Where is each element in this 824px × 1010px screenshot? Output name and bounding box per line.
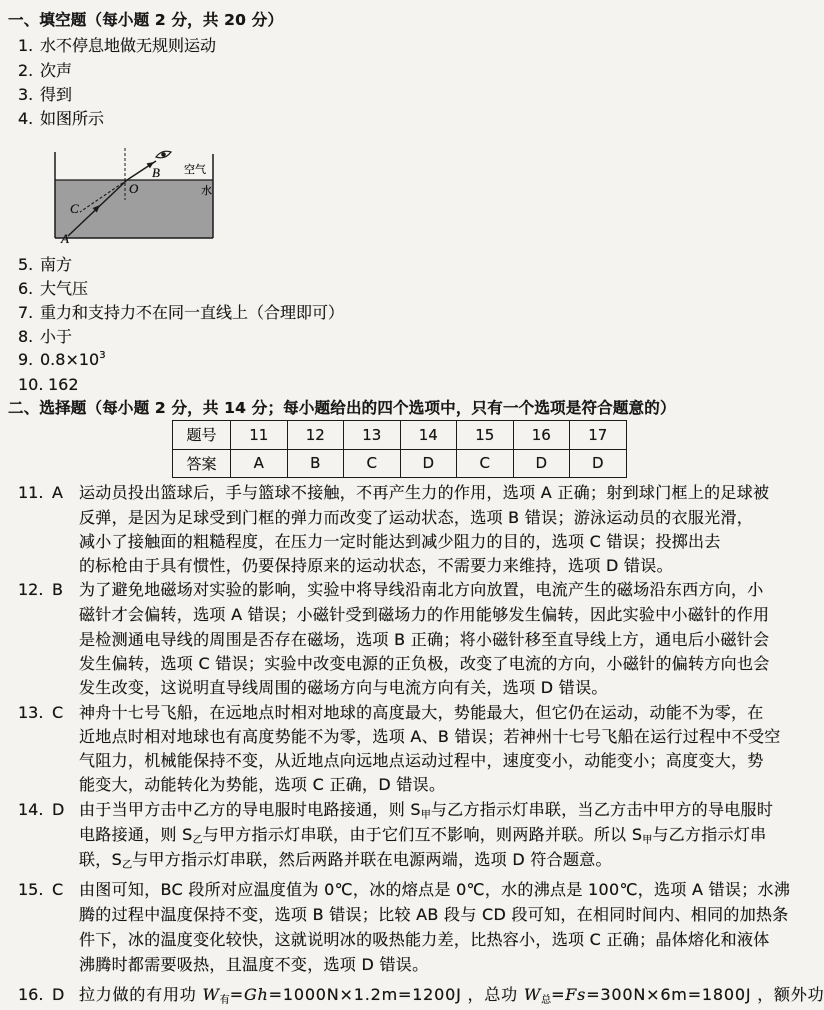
fill-item-4: [18, 107, 104, 131]
explanation-line: 为了避免地磁场对实验的影响，实验中将导线沿南北方向放置，电流产生的磁场沿东西方向，小: [79, 580, 764, 599]
table-cell-number: 17: [570, 421, 627, 450]
table-row-label: 题号: [173, 421, 231, 450]
fill-item-8: [18, 325, 72, 349]
item-number: 3.: [18, 85, 34, 104]
water-label: 水: [201, 184, 212, 197]
item-answer: 大气压: [40, 279, 89, 298]
point-label-b: B: [152, 165, 160, 180]
explanation-line: [79, 798, 773, 822]
question-number: 11.: [18, 483, 44, 502]
answer-table: [172, 420, 627, 478]
text-segment: 与乙方指示灯串联，当乙方击中甲方的导电服时: [430, 800, 774, 819]
item-number: 5.: [18, 255, 34, 274]
item-answer-exponent: 3: [99, 350, 106, 361]
formula-symbol: Fs: [565, 985, 587, 1004]
item-number: 10.: [18, 375, 44, 394]
subscript: 甲: [642, 835, 653, 846]
refraction-diagram: [50, 146, 222, 246]
item-number: 2.: [18, 61, 34, 80]
subscript: 乙: [192, 835, 203, 846]
text-segment: =: [229, 985, 244, 1004]
item-number: 9.: [18, 350, 34, 369]
explanation-line: 腾的过程中温度保持不变，选项 B 错误；比较 AB 段与 CD 段可知，在相同时间内、相同的加热条: [79, 905, 789, 924]
explanation-line: 磁针才会偏转，选项 A 错误；小磁针受到磁场力的作用能够发生偏转，因此实验中小磁针的作用: [79, 605, 770, 624]
formula-symbol: Gh: [243, 985, 269, 1004]
explanation-line: [79, 983, 824, 1007]
explanation-line: 件下，冰的温度变化较快，这就说明冰的吸热能力差，比热容小，选项 C 正确；晶体熔化和液体: [79, 930, 770, 949]
subscript: 总: [541, 995, 552, 1006]
item-answer: 南方: [40, 255, 73, 274]
answer-letter: C: [52, 703, 64, 722]
item-answer: 得到: [40, 85, 73, 104]
text-segment: 电路接通，则 S: [79, 825, 193, 844]
text-segment: 由于当甲方击中乙方的导电服时电路接通，则 S: [79, 800, 421, 819]
question-number: 13.: [18, 703, 44, 722]
table-row-numbers: [173, 421, 627, 450]
explanation-line: 发生偏转，选项 C 错误；实验中改变电源的正负极，改变了电流的方向，小磁针的偏转方向也会: [79, 654, 770, 673]
text-segment: 与乙方指示灯串: [652, 825, 767, 844]
fill-item-9: [18, 348, 106, 372]
eye-icon: [156, 151, 171, 158]
item-answer: 162: [48, 375, 79, 394]
table-cell-answer: C: [344, 449, 401, 478]
text-segment: 与甲方指示灯串联，然后两路并联在电源两端，选项 D 符合题意。: [132, 850, 612, 869]
explanation-line: 近地点时相对地球也有高度势能不为零，选项 A、B 错误；若神州十七号飞船在运行过程中不受空: [79, 727, 781, 746]
question-number: 15.: [18, 880, 44, 899]
item-answer: 0.8×10: [40, 350, 100, 369]
table-row-label: 答案: [173, 449, 231, 478]
text-segment: 联，S: [79, 850, 123, 869]
table-cell-number: 16: [513, 421, 570, 450]
table-cell-number: 14: [400, 421, 457, 450]
explanation-line: [79, 848, 612, 872]
explanation-line: 神舟十七号飞船，在远地点时相对地球的高度最大，势能最大，但它仍在运动，动能不为零，在: [79, 703, 764, 722]
text-segment: 与甲方指示灯串联，由于它们互不影响，则两路并联。所以 S: [202, 825, 643, 844]
item-number: 1.: [18, 36, 34, 55]
item-answer: 水不停息地做无规则运动: [40, 36, 217, 55]
table-cell-number: 15: [457, 421, 514, 450]
point-label-o: O: [129, 181, 139, 196]
table-cell-answer: C: [457, 449, 514, 478]
fill-item-7: [18, 301, 344, 325]
explanation-line: 沸腾时都需要吸热，且温度不变，选项 D 错误。: [79, 955, 429, 974]
explanation-line: 减小了接触面的粗糙程度，在压力一定时能达到减少阻力的目的，选项 C 错误；投掷出去: [79, 532, 721, 551]
answer-letter: D: [52, 985, 65, 1004]
item-number: 8.: [18, 327, 34, 346]
explanation-line: 运动员投出篮球后，手与篮球不接触，不再产生力的作用，选项 A 正确；射到球门框上的足球被: [79, 483, 770, 502]
explanation-line: 反弹，是因为足球受到门框的弹力而改变了运动状态，选项 B 错误；游泳运动员的衣服光滑，: [79, 508, 754, 527]
subscript: 甲: [420, 810, 431, 821]
item-number: 7.: [18, 303, 34, 322]
table-cell-number: 11: [231, 421, 288, 450]
text-segment: =300N×6m=1800J ，额外功: [586, 985, 824, 1004]
question-number: 12.: [18, 580, 44, 599]
item-number: 6.: [18, 279, 34, 298]
symbol-work: W: [523, 985, 542, 1004]
text-segment: =: [551, 985, 566, 1004]
fill-item-10: [18, 373, 79, 397]
answer-letter: A: [52, 483, 63, 502]
symbol-work: W: [202, 985, 220, 1004]
text-segment: =1000N×1.2m=1200J ，总功: [268, 985, 524, 1004]
point-label-c: C: [70, 201, 79, 216]
answer-letter: D: [52, 800, 65, 819]
item-answer: 如图所示: [40, 109, 105, 128]
table-cell-answer: B: [287, 449, 344, 478]
section-2-heading: 二、选择题（每小题 2 分，共 14 分；每小题给出的四个选项中，只有一个选项是符合题意的）: [8, 399, 676, 417]
explanation-line: 气阻力，机械能保持不变，从近地点向远地点运动过程中，速度变小，动能变小；高度变大，势: [79, 751, 764, 770]
explanation-line: 是检测通电导线的周围是否存在磁场，选项 B 正确；将小磁针移至直导线上方，通电后小磁针会: [79, 630, 770, 649]
explanation-line: 由图可知，BC 段所对应温度值为 0℃，冰的熔点是 0℃，水的沸点是 100℃，选项 A 错误；水沸: [79, 880, 791, 899]
explanation-line: 发生改变，这说明直导线周围的磁场方向与电流方向有关，选项 D 错误。: [79, 678, 608, 697]
table-cell-answer: D: [400, 449, 457, 478]
table-cell-answer: D: [570, 449, 627, 478]
fill-item-2: [18, 59, 72, 83]
item-number: 4.: [18, 109, 34, 128]
item-answer: 小于: [40, 327, 73, 346]
item-answer: 次声: [40, 61, 73, 80]
table-cell-answer: D: [513, 449, 570, 478]
subscript: 有: [219, 995, 230, 1006]
item-answer: 重力和支持力不在同一直线上（合理即可）: [40, 303, 345, 322]
text-segment: 拉力做的有用功: [79, 985, 203, 1004]
fill-item-3: [18, 83, 72, 107]
explanation-line: 的标枪由于具有惯性，仍要保持原来的运动状态，不需要力来维持，选项 D 错误。: [79, 556, 673, 575]
fill-item-6: [18, 277, 88, 301]
question-number: 16.: [18, 985, 44, 1004]
table-row-answers: [173, 449, 627, 478]
subscript: 乙: [122, 860, 133, 871]
fill-item-5: [18, 253, 72, 277]
table-cell-number: 13: [344, 421, 401, 450]
point-label-a: A: [61, 231, 69, 246]
explanation-line: [79, 823, 766, 847]
section-1-heading: 一、填空题（每小题 2 分，共 20 分）: [8, 11, 284, 29]
table-cell-answer: A: [231, 449, 288, 478]
air-label: 空气: [184, 163, 206, 176]
answer-letter: C: [52, 880, 64, 899]
table-cell-number: 12: [287, 421, 344, 450]
explanation-line: 能变大，动能转化为势能，选项 C 正确，D 错误。: [79, 775, 446, 794]
fill-item-1: [18, 34, 216, 58]
answer-letter: B: [52, 580, 63, 599]
question-number: 14.: [18, 800, 44, 819]
